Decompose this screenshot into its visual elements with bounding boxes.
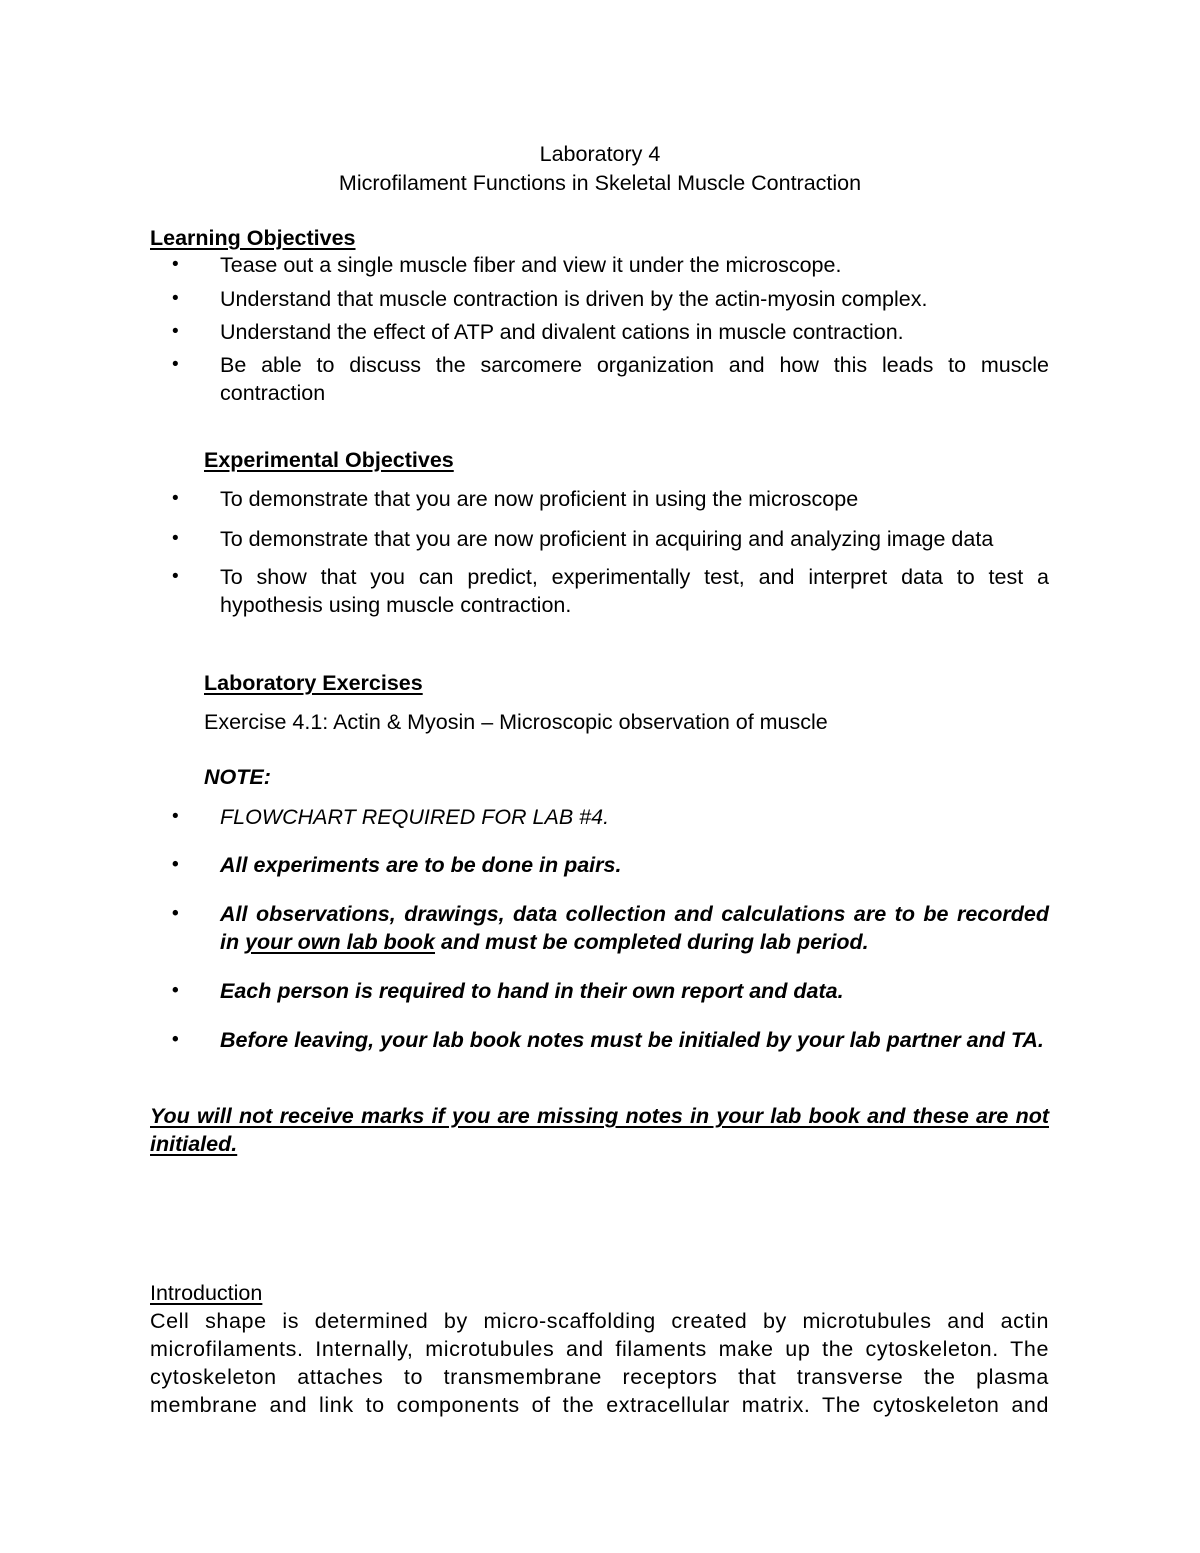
bullet-icon: • (172, 488, 179, 509)
learning-objective-4: Be able to discuss the sarcomere organization and how this leads to muscle contraction (220, 353, 1049, 405)
marks-warning: You will not receive marks if you are missing notes in your lab book and these are not initialed. (150, 1104, 1049, 1156)
bullet-icon: • (172, 528, 179, 549)
note-initials: Before leaving, your lab book notes must be initialed by your lab partner and TA. (220, 1028, 1044, 1052)
bullet-icon: • (172, 903, 179, 924)
bullet-icon: • (172, 854, 179, 875)
experimental-objective-1: To demonstrate that you are now proficient in using the microscope (220, 487, 859, 511)
bullet-icon: • (172, 1029, 179, 1050)
introduction-heading: Introduction (150, 1281, 263, 1305)
note-record-underlined: your own lab book (245, 930, 436, 954)
note-flowchart: FLOWCHART REQUIRED FOR LAB #4. (220, 805, 610, 829)
note-record-after: and must be completed during lab period. (435, 930, 869, 954)
note-record-before: All observations, drawings, data collection and calculations are to be recorded in (220, 902, 1049, 954)
note-record (220, 900, 1049, 956)
lab-title: Laboratory 4 (539, 142, 661, 166)
experimental-objective-2: To demonstrate that you are now proficient in acquiring and analyzing image data (220, 527, 994, 551)
note-report: Each person is required to hand in their own report and data. (220, 979, 844, 1003)
laboratory-exercises-heading: Laboratory Exercises (204, 671, 423, 695)
bullet-icon: • (172, 980, 179, 1001)
learning-objectives-heading: Learning Objectives (150, 226, 356, 250)
bullet-icon: • (172, 254, 179, 275)
experimental-objectives-heading: Experimental Objectives (204, 448, 454, 472)
learning-objective-3: Understand the effect of ATP and divalent cations in muscle contraction. (220, 320, 904, 344)
experimental-objective-3: To show that you can predict, experimentally test, and interpret data to test a hypothesis using muscle contraction. (220, 565, 1049, 617)
bullet-icon: • (172, 566, 179, 587)
bullet-icon: • (172, 288, 179, 309)
learning-objective-2: Understand that muscle contraction is driven by the actin-myosin complex. (220, 287, 928, 311)
bullet-icon: • (172, 321, 179, 342)
bullet-icon: • (172, 806, 179, 827)
note-heading: NOTE: (204, 765, 271, 789)
bullet-icon: • (172, 354, 179, 375)
lab-subtitle: Microfilament Functions in Skeletal Muscle Contraction (338, 171, 862, 195)
note-pairs: All experiments are to be done in pairs. (220, 853, 622, 877)
introduction-body: Cell shape is determined by micro-scaffolding created by microtubules and actin microfilaments. Internally, microtubules and filaments make up the cytoskeleton. The cytoskeleton attaches to transmembrane receptors that transverse the plasma membrane and link to components of the extracellular matrix. The cytoskeleton and (150, 1309, 1049, 1417)
exercise-4-1: Exercise 4.1: Actin & Myosin – Microscopic observation of muscle (204, 710, 828, 734)
learning-objective-1: Tease out a single muscle fiber and view it under the microscope. (220, 253, 842, 277)
